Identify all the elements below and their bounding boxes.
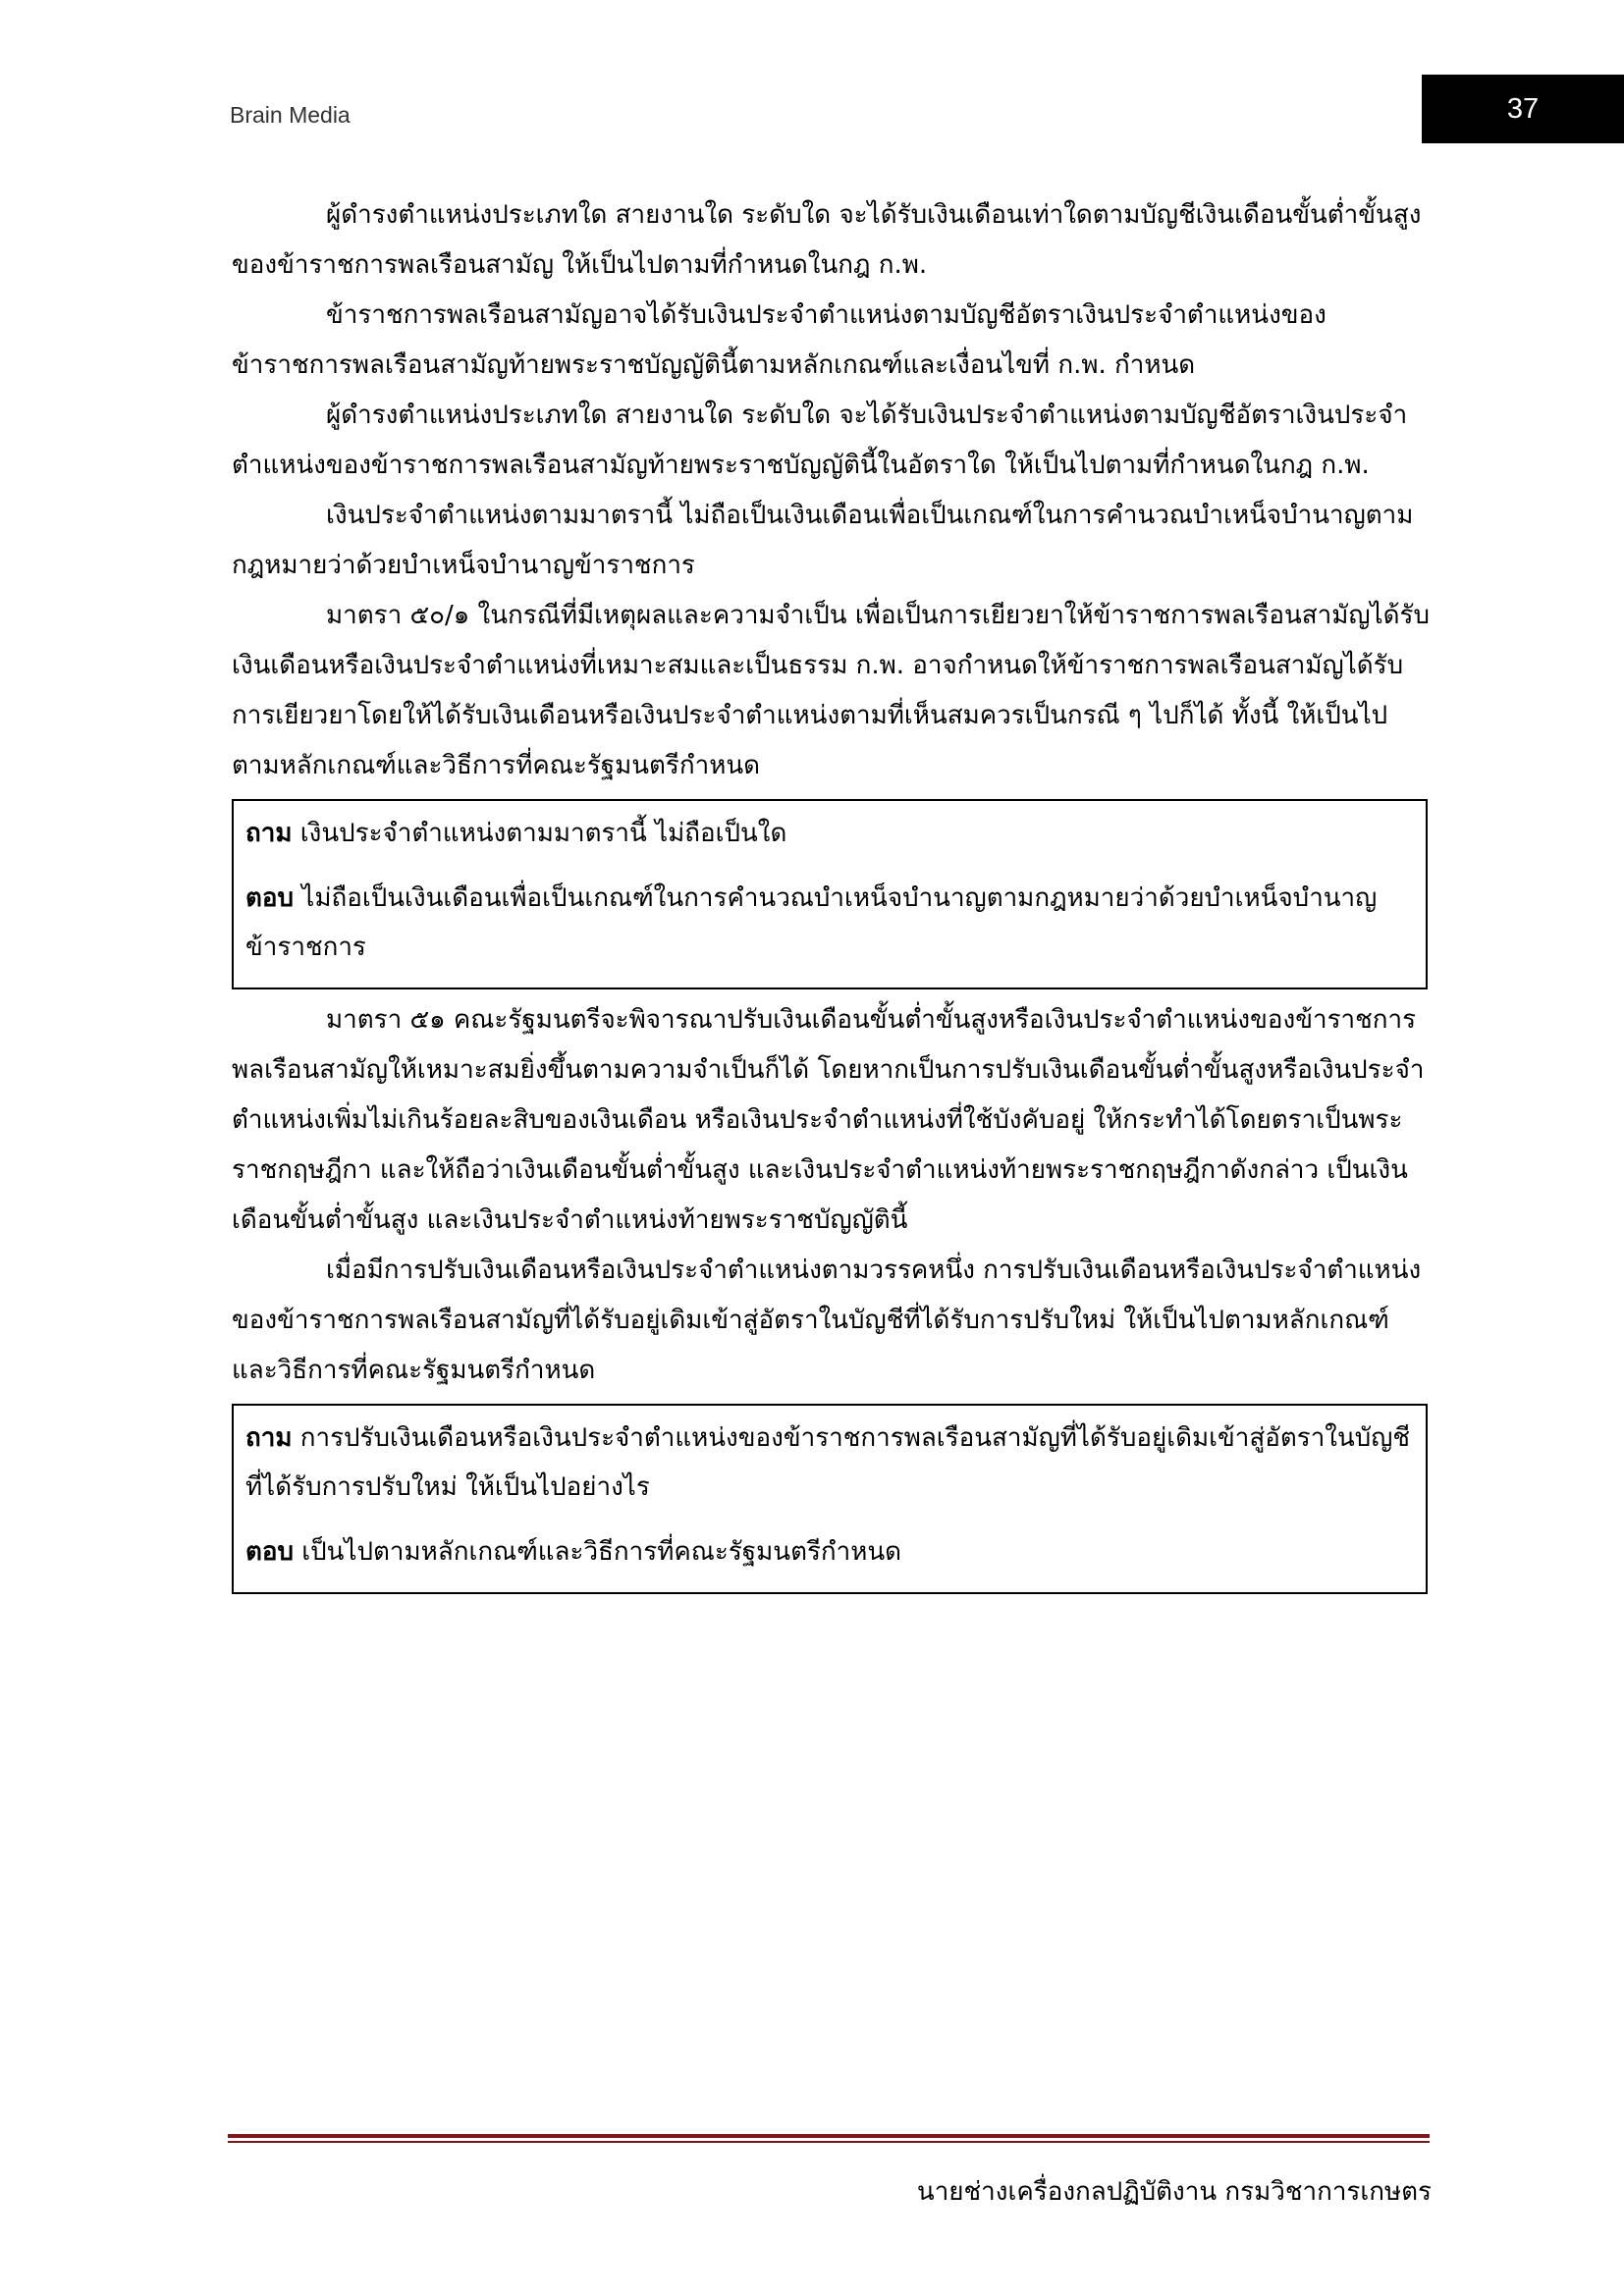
page-number-badge: 37	[1422, 75, 1624, 143]
paragraph: ข้าราชการพลเรือนสามัญอาจได้รับเงินประจำตำแหน่งตามบัญชีอัตราเงินประจำตำแหน่งของข้าราชการพลเรือนสามัญท้ายพระราชบัญญัตินี้ตามหลักเกณฑ์และเงื่อนไขที่ ก.พ. กำหนด	[232, 300, 1326, 380]
question-label: ถาม	[245, 819, 293, 848]
qa-box-2	[232, 1404, 1428, 1594]
qa-box-1	[232, 799, 1428, 989]
answer-text: เป็นไปตามหลักเกณฑ์และวิธีการที่คณะรัฐมนตรีกำหนด	[294, 1537, 902, 1567]
question-text: การปรับเงินเดือนหรือเงินประจำตำแหน่งของข้าราชการพลเรือนสามัญที่ได้รับอยู่เดิมเข้าสู่อัตราในบัญชีที่ได้รับการปรับใหม่ ให้เป็นไปอย่างไร	[245, 1423, 1411, 1502]
answer	[245, 874, 1414, 972]
answer	[245, 1527, 1414, 1576]
answer-label: ตอบ	[245, 883, 295, 913]
paragraph: มาตรา ๕๐/๑ ในกรณีที่มีเหตุผลและความจำเป็น เพื่อเป็นการเยียวยาให้ข้าราชการพลเรือนสามัญได้รับเงินเดือนหรือเงินประจำตำแหน่งที่เหมาะสมและเป็นธรรม ก.พ. อาจกำหนดให้ข้าราชการพลเรือนสามัญได้รับการเยียวยาโดยให้ได้รับเงินเดือนหรือเงินประจำตำแหน่งตามที่เห็นสมควรเป็นกรณี ๆ ไปก็ได้ ทั้งนี้ ให้เป็นไปตามหลักเกณฑ์และวิธีการที่คณะรัฐมนตรีกำหนด	[232, 601, 1430, 780]
footer-text: นายช่างเครื่องกลปฏิบัติงาน กรมวิชาการเกษตร	[916, 2177, 1432, 2207]
paragraph: ผู้ดำรงตำแหน่งประเภทใด สายงานใด ระดับใด จะได้รับเงินเดือนเท่าใดตามบัญชีเงินเดือนขั้นต่ำขั้นสูงของข้าราชการพลเรือนสามัญ ให้เป็นไปตามที่กำหนดในกฎ ก.พ.	[232, 200, 1422, 280]
paragraph: เงินประจำตำแหน่งตามมาตรานี้ ไม่ถือเป็นเงินเดือนเพื่อเป็นเกณฑ์ในการคำนวณบำเหน็จบำนาญตามกฎหมายว่าด้วยบำเหน็จบำนาญข้าราชการ	[232, 501, 1414, 580]
answer-text: ไม่ถือเป็นเงินเดือนเพื่อเป็นเกณฑ์ในการคำนวณบำเหน็จบำนาญตามกฎหมายว่าด้วยบำเหน็จบำนาญข้าราชการ	[245, 883, 1378, 962]
question-text: เงินประจำตำแหน่งตามมาตรานี้ ไม่ถือเป็นใด	[292, 819, 787, 848]
footer-rule	[228, 2134, 1430, 2138]
paragraph: ผู้ดำรงตำแหน่งประเภทใด สายงานใด ระดับใด จะได้รับเงินประจำตำแหน่งตามบัญชีอัตราเงินประจำตำแหน่งของข้าราชการพลเรือนสามัญท้ายพระราชบัญญัตินี้ในอัตราใด ให้เป็นไปตามที่กำหนดในกฎ ก.พ.	[232, 400, 1408, 480]
question	[245, 1414, 1414, 1512]
header-brand: Brain Media	[230, 102, 351, 128]
paragraph: มาตรา ๕๑ คณะรัฐมนตรีจะพิจารณาปรับเงินเดือนขั้นต่ำขั้นสูงหรือเงินประจำตำแหน่งของข้าราชการพลเรือนสามัญให้เหมาะสมยิ่งขึ้นตามความจำเป็นก็ได้ โดยหากเป็นการปรับเงินเดือนขั้นต่ำขั้นสูงหรือเงินประจำตำแหน่งเพิ่มไม่เกินร้อยละสิบของเงินเดือน หรือเงินประจำตำแหน่งที่ใช้บังคับอยู่ ให้กระทำได้โดยตราเป็นพระราชกฤษฎีกา และให้ถือว่าเงินเดือนขั้นต่ำขั้นสูง และเงินประจำตำแหน่งท้ายพระราชกฤษฎีกาดังกล่าว เป็นเงินเดือนขั้นต่ำขั้นสูง และเงินประจำตำแหน่งท้ายพระราชบัญญัตินี้	[232, 1005, 1425, 1235]
paragraph: เมื่อมีการปรับเงินเดือนหรือเงินประจำตำแหน่งตามวรรคหนึ่ง การปรับเงินเดือนหรือเงินประจำตำแหน่งของข้าราชการพลเรือนสามัญที่ได้รับอยู่เดิมเข้าสู่อัตราในบัญชีที่ได้รับการปรับใหม่ ให้เป็นไปตามหลักเกณฑ์และวิธีการที่คณะรัฐมนตรีกำหนด	[232, 1255, 1422, 1385]
question-label: ถาม	[245, 1423, 293, 1453]
footer-rule-thin	[228, 2141, 1430, 2143]
question	[245, 809, 1414, 858]
page-body	[232, 190, 1430, 1600]
answer-label: ตอบ	[245, 1537, 295, 1567]
